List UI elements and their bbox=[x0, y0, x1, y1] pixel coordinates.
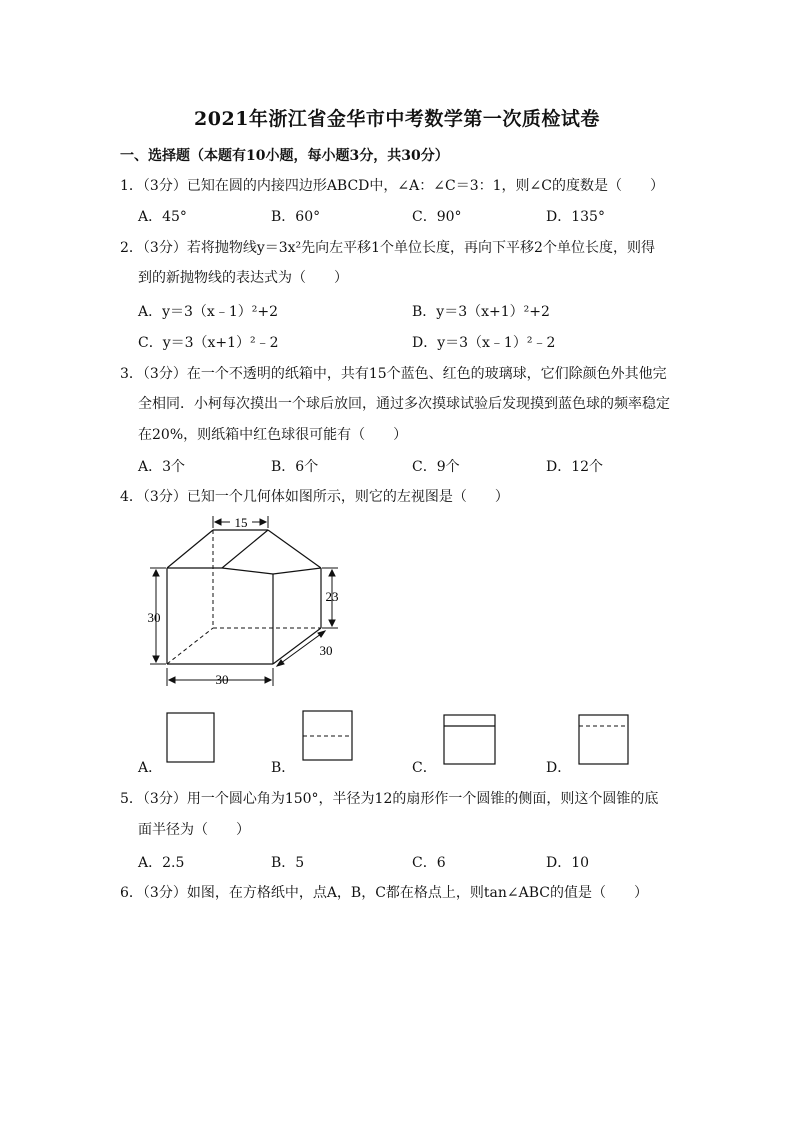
dimension-label-bottom: 30 bbox=[215, 672, 229, 687]
q4-option-a-figure bbox=[166, 712, 216, 764]
q2-option-d: D．y＝3（x﹣1）²﹣2 bbox=[412, 335, 556, 351]
section-heading: 一、选择题（本题有10小题，每小题3分，共30分） bbox=[120, 148, 449, 164]
q1-option-d: D．135° bbox=[546, 209, 605, 225]
q4-option-b-label: B． bbox=[271, 760, 296, 776]
q4-option-a-label: A． bbox=[138, 760, 163, 776]
q4-option-b-figure bbox=[302, 710, 354, 762]
dimension-label-top: 15 bbox=[234, 515, 248, 530]
q3-option-d: D．12个 bbox=[546, 459, 604, 475]
q3-option-c: C．9个 bbox=[412, 459, 460, 475]
q1-option-c: C．90° bbox=[412, 209, 462, 225]
question-3-line-3: 在20%，则纸箱中红色球很可能有（ ） bbox=[138, 427, 408, 443]
q2-option-a: A．y＝3（x﹣1）²+2 bbox=[138, 304, 278, 320]
dimension-label-left: 30 bbox=[147, 610, 161, 625]
question-3-line-2: 全相同．小柯每次摸出一个球后放回，通过多次摸球试验后发现摸到蓝色球的频率稳定 bbox=[138, 396, 670, 412]
q1-option-a: A．45° bbox=[138, 209, 187, 225]
question-1-text: 1．（3分）已知在圆的内接四边形ABCD中，∠A：∠C＝3：1，则∠C的度数是（ ） bbox=[120, 178, 664, 194]
question-2-line-2: 到的新抛物线的表达式为（ ） bbox=[138, 270, 348, 286]
q5-option-b: B．5 bbox=[271, 855, 305, 871]
q3-option-b: B．6个 bbox=[271, 459, 319, 475]
dimension-label-depth: 30 bbox=[319, 643, 333, 658]
question-2-line-1: 2．（3分）若将抛物线y＝3x²先向左平移1个单位长度，再向下平移2个单位长度，则得 bbox=[120, 240, 655, 256]
q3-option-a: A．3个 bbox=[138, 459, 186, 475]
q5-option-a: A．2.5 bbox=[138, 855, 185, 871]
page-title: 2021年浙江省金华市中考数学第一次质检试卷 bbox=[194, 108, 600, 130]
q2-option-b: B．y＝3（x+1）²+2 bbox=[412, 304, 550, 320]
question-5-line-1: 5．（3分）用一个圆心角为150°，半径为12的扇形作一个圆锥的侧面，则这个圆锥的底 bbox=[120, 791, 659, 807]
q4-option-d-label: D． bbox=[546, 760, 572, 776]
q1-option-b: B．60° bbox=[271, 209, 321, 225]
solid-figure bbox=[140, 510, 360, 700]
q5-option-c: C．6 bbox=[412, 855, 446, 871]
dimension-label-right: 23 bbox=[325, 589, 339, 604]
question-4-text: 4．（3分）已知一个几何体如图所示，则它的左视图是（ ） bbox=[120, 489, 509, 505]
q4-option-d-figure bbox=[578, 714, 630, 766]
q2-option-c: C．y＝3（x+1）²﹣2 bbox=[138, 335, 279, 351]
q4-option-c-figure bbox=[443, 714, 497, 766]
question-5-line-2: 面半径为（ ） bbox=[138, 822, 250, 838]
q4-option-c-label: C． bbox=[412, 760, 437, 776]
question-3-line-1: 3．（3分）在一个不透明的纸箱中，共有15个蓝色、红色的玻璃球，它们除颜色外其他完 bbox=[120, 366, 667, 382]
q5-option-d: D．10 bbox=[546, 855, 590, 871]
question-6-text: 6．（3分）如图，在方格纸中，点A，B，C都在格点上，则tan∠ABC的值是（ ） bbox=[120, 885, 649, 901]
